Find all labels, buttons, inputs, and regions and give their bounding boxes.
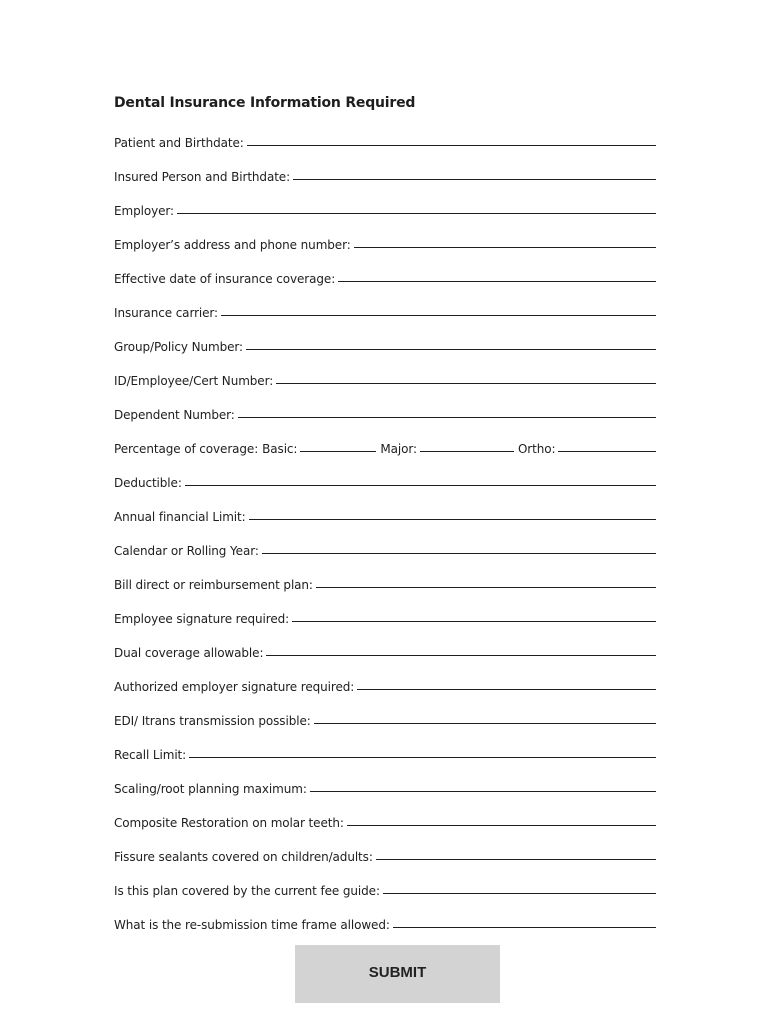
field-authorized-employer-signature: [114, 672, 656, 694]
bill-direct-reimbursement-input-line[interactable]: [316, 587, 656, 588]
field-label: Bill direct or reimbursement plan:: [114, 578, 313, 592]
form-fields: [114, 128, 656, 944]
field-insurance-carrier: [114, 298, 656, 320]
employee-signature-input-line[interactable]: [292, 621, 656, 622]
field-employer: [114, 196, 656, 218]
field-label: ID/Employee/Cert Number:: [114, 374, 274, 388]
field-label: Is this plan covered by the current fee guide:: [114, 884, 380, 898]
patient-birthdate-input-line[interactable]: [247, 145, 656, 146]
employer-address-phone-input-line[interactable]: [354, 247, 656, 248]
field-label: Dual coverage allowable:: [114, 646, 264, 660]
coverage-major-label: Major:: [380, 442, 417, 456]
field-annual-financial-limit: [114, 502, 656, 524]
field-label: Fissure sealants covered on children/adults:: [114, 850, 373, 864]
field-coverage-percentage: [114, 434, 656, 456]
scaling-root-planning-input-line[interactable]: [310, 791, 656, 792]
field-employee-signature: [114, 604, 656, 626]
field-label: Composite Restoration on molar teeth:: [114, 816, 344, 830]
field-label: Employer’s address and phone number:: [114, 238, 351, 252]
dual-coverage-input-line[interactable]: [266, 655, 656, 656]
field-composite-restoration: [114, 808, 656, 830]
field-fee-guide: [114, 876, 656, 898]
field-group-policy-number: [114, 332, 656, 354]
edi-itrans-input-line[interactable]: [314, 723, 656, 724]
id-employee-cert-number-input-line[interactable]: [276, 383, 656, 384]
coverage-basic-input-line[interactable]: [300, 451, 376, 452]
field-label: Effective date of insurance coverage:: [114, 272, 336, 286]
form-header: [114, 92, 656, 114]
field-scaling-root-planning: [114, 774, 656, 796]
form-title: Dental Insurance Information Required: [114, 95, 416, 111]
dependent-number-input-line[interactable]: [238, 417, 656, 418]
insured-birthdate-input-line[interactable]: [293, 179, 656, 180]
composite-restoration-input-line[interactable]: [347, 825, 656, 826]
field-deductible: [114, 468, 656, 490]
field-label: Group/Policy Number:: [114, 340, 243, 354]
field-label: Annual financial Limit:: [114, 510, 246, 524]
field-insured-birthdate: [114, 162, 656, 184]
coverage-basic-label: Basic:: [262, 442, 298, 456]
field-label: Deductible:: [114, 476, 182, 490]
coverage-ortho-input-line[interactable]: [558, 451, 656, 452]
field-bill-direct-reimbursement: [114, 570, 656, 592]
deductible-input-line[interactable]: [185, 485, 656, 486]
field-fissure-sealants: [114, 842, 656, 864]
resubmission-time-frame-input-line[interactable]: [393, 927, 656, 928]
field-label: Insurance carrier:: [114, 306, 218, 320]
field-label: Scaling/root planning maximum:: [114, 782, 307, 796]
field-employer-address-phone: [114, 230, 656, 252]
group-policy-number-input-line[interactable]: [246, 349, 656, 350]
field-label: EDI/ Itrans transmission possible:: [114, 714, 311, 728]
field-label: Recall Limit:: [114, 748, 187, 762]
effective-date-input-line[interactable]: [338, 281, 656, 282]
field-label: Patient and Birthdate:: [114, 136, 244, 150]
field-patient-birthdate: [114, 128, 656, 150]
recall-limit-input-line[interactable]: [189, 757, 656, 758]
fissure-sealants-input-line[interactable]: [376, 859, 656, 860]
field-effective-date: [114, 264, 656, 286]
coverage-major-input-line[interactable]: [420, 451, 514, 452]
field-label: What is the re-submission time frame allowed:: [114, 918, 390, 932]
field-label: Employee signature required:: [114, 612, 290, 626]
field-resubmission-time-frame: [114, 910, 656, 932]
coverage-ortho-label: Ortho:: [517, 442, 556, 456]
field-dependent-number: [114, 400, 656, 422]
field-label: Employer:: [114, 204, 174, 218]
field-id-employee-cert-number: [114, 366, 656, 388]
field-label: Dependent Number:: [114, 408, 235, 422]
field-label: Percentage of coverage:: [114, 442, 259, 456]
field-dual-coverage: [114, 638, 656, 660]
field-label: Insured Person and Birthdate:: [114, 170, 291, 184]
authorized-employer-signature-input-line[interactable]: [357, 689, 656, 690]
annual-financial-limit-input-line[interactable]: [249, 519, 656, 520]
field-label: Authorized employer signature required:: [114, 680, 355, 694]
field-edi-itrans: [114, 706, 656, 728]
submit-button[interactable]: SUBMIT: [295, 945, 500, 1003]
fee-guide-input-line[interactable]: [383, 893, 656, 894]
calendar-rolling-year-input-line[interactable]: [262, 553, 656, 554]
field-calendar-rolling-year: [114, 536, 656, 558]
field-recall-limit: [114, 740, 656, 762]
employer-input-line[interactable]: [177, 213, 656, 214]
insurance-carrier-input-line[interactable]: [221, 315, 656, 316]
field-label: Calendar or Rolling Year:: [114, 544, 259, 558]
